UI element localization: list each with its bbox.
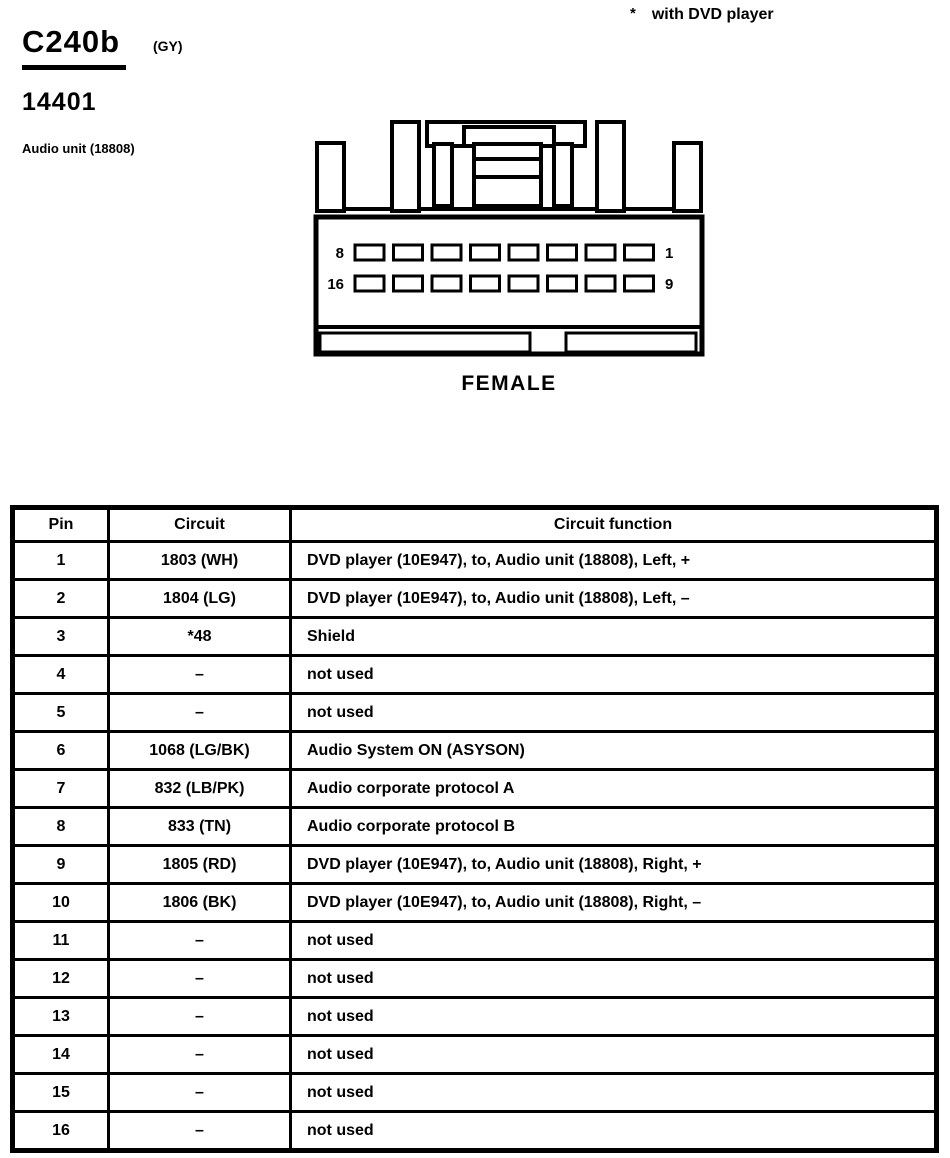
pinout-table xyxy=(10,505,939,1153)
pin-cell: 10 xyxy=(13,884,109,922)
pin-slot xyxy=(625,276,654,291)
function-cell: Audio System ON (ASYSON) xyxy=(291,732,937,770)
function-cell: not used xyxy=(291,922,937,960)
circuit-cell: – xyxy=(109,656,291,694)
function-cell: not used xyxy=(291,694,937,732)
circuit-cell: – xyxy=(109,922,291,960)
circuit-cell: – xyxy=(109,694,291,732)
circuit-cell: 1803 (WH) xyxy=(109,542,291,580)
pin-cell: 4 xyxy=(13,656,109,694)
table-row xyxy=(13,542,937,580)
table-row xyxy=(13,808,937,846)
table-row xyxy=(13,1112,937,1151)
table-row xyxy=(13,656,937,694)
pin-label-row1-left: 8 xyxy=(335,245,344,262)
function-cell: Shield xyxy=(291,618,937,656)
function-cell: not used xyxy=(291,1036,937,1074)
function-cell: Audio corporate protocol A xyxy=(291,770,937,808)
circuit-cell: – xyxy=(109,960,291,998)
connector-drawing xyxy=(313,113,705,365)
pin-cell: 13 xyxy=(13,998,109,1036)
asterisk-icon: * xyxy=(630,5,636,22)
pin-cell: 7 xyxy=(13,770,109,808)
connector-color-code: (GY) xyxy=(153,38,183,54)
function-cell: DVD player (10E947), to, Audio unit (18808), Left, + xyxy=(291,542,937,580)
pin-slot xyxy=(394,245,423,260)
table-row xyxy=(13,998,937,1036)
header-row xyxy=(13,508,937,542)
circuit-cell: – xyxy=(109,1112,291,1151)
table-row xyxy=(13,960,937,998)
table-row xyxy=(13,580,937,618)
column-header-function: Circuit function xyxy=(291,508,937,542)
circuit-cell: 1068 (LG/BK) xyxy=(109,732,291,770)
pin-cell: 5 xyxy=(13,694,109,732)
pin-cell: 12 xyxy=(13,960,109,998)
key-slot-right xyxy=(566,333,696,352)
table-row xyxy=(13,1074,937,1112)
table-row xyxy=(13,770,937,808)
pin-slot xyxy=(548,276,577,291)
pinout-table-body xyxy=(13,542,937,1151)
pin-slot xyxy=(625,245,654,260)
circuit-cell: 1804 (LG) xyxy=(109,580,291,618)
table-row xyxy=(13,694,937,732)
pin-cell: 11 xyxy=(13,922,109,960)
footnote-text: with DVD player xyxy=(651,6,774,23)
pinout-table-header xyxy=(13,508,937,542)
latch-tab xyxy=(317,143,344,211)
pin-cell: 3 xyxy=(13,618,109,656)
pin-slot xyxy=(432,276,461,291)
latch-tab xyxy=(674,143,701,211)
pin-cell: 8 xyxy=(13,808,109,846)
pin-cell: 9 xyxy=(13,846,109,884)
function-cell: DVD player (10E947), to, Audio unit (18808), Right, + xyxy=(291,846,937,884)
connector-id: C240b xyxy=(22,24,126,70)
pin-cell: 14 xyxy=(13,1036,109,1074)
key-slot-left xyxy=(320,333,530,352)
table-row xyxy=(13,846,937,884)
column-header-pin: Pin xyxy=(13,508,109,542)
circuit-cell: – xyxy=(109,1074,291,1112)
latch-post xyxy=(434,144,452,206)
pin-slot xyxy=(548,245,577,260)
circuit-cell: 1806 (BK) xyxy=(109,884,291,922)
circuit-cell: 1805 (RD) xyxy=(109,846,291,884)
circuit-cell: 833 (TN) xyxy=(109,808,291,846)
pin-slot xyxy=(355,245,384,260)
pin-slot xyxy=(471,245,500,260)
pin-cell: 15 xyxy=(13,1074,109,1112)
latch-tab xyxy=(597,122,624,211)
pin-cell: 6 xyxy=(13,732,109,770)
circuit-cell: 832 (LB/PK) xyxy=(109,770,291,808)
harness-number: 14401 xyxy=(22,88,97,116)
circuit-cell: – xyxy=(109,998,291,1036)
function-cell: Audio corporate protocol B xyxy=(291,808,937,846)
circuit-cell: – xyxy=(109,1036,291,1074)
function-cell: not used xyxy=(291,998,937,1036)
pin-cell: 1 xyxy=(13,542,109,580)
table-row xyxy=(13,732,937,770)
pin-slot xyxy=(509,245,538,260)
table-row xyxy=(13,618,937,656)
function-cell: not used xyxy=(291,1074,937,1112)
gender-label: FEMALE xyxy=(461,372,557,395)
function-cell: not used xyxy=(291,1112,937,1151)
function-cell: DVD player (10E947), to, Audio unit (18808), Right, – xyxy=(291,884,937,922)
pin-label-row1-right: 1 xyxy=(665,245,674,262)
latch-tab xyxy=(392,122,419,211)
pin-cell: 16 xyxy=(13,1112,109,1151)
pin-slot xyxy=(355,276,384,291)
pin-slot xyxy=(509,276,538,291)
pin-slot xyxy=(471,276,500,291)
table-row xyxy=(13,884,937,922)
pin-cell: 2 xyxy=(13,580,109,618)
function-cell: not used xyxy=(291,960,937,998)
component-name: Audio unit (18808) xyxy=(22,141,135,156)
table-row xyxy=(13,1036,937,1074)
latch-tabs xyxy=(317,122,701,211)
pin-slot xyxy=(586,245,615,260)
table-row xyxy=(13,922,937,960)
latch-post xyxy=(554,144,572,206)
pin-slot xyxy=(394,276,423,291)
column-header-circuit: Circuit xyxy=(109,508,291,542)
function-cell: not used xyxy=(291,656,937,694)
function-cell: DVD player (10E947), to, Audio unit (18808), Left, – xyxy=(291,580,937,618)
pin-slot xyxy=(586,276,615,291)
pin-slot xyxy=(432,245,461,260)
pin-label-row2-right: 9 xyxy=(665,276,674,293)
pin-label-row2-left: 16 xyxy=(327,276,344,293)
footnote-dvd-player xyxy=(630,6,774,24)
circuit-cell: *48 xyxy=(109,618,291,656)
